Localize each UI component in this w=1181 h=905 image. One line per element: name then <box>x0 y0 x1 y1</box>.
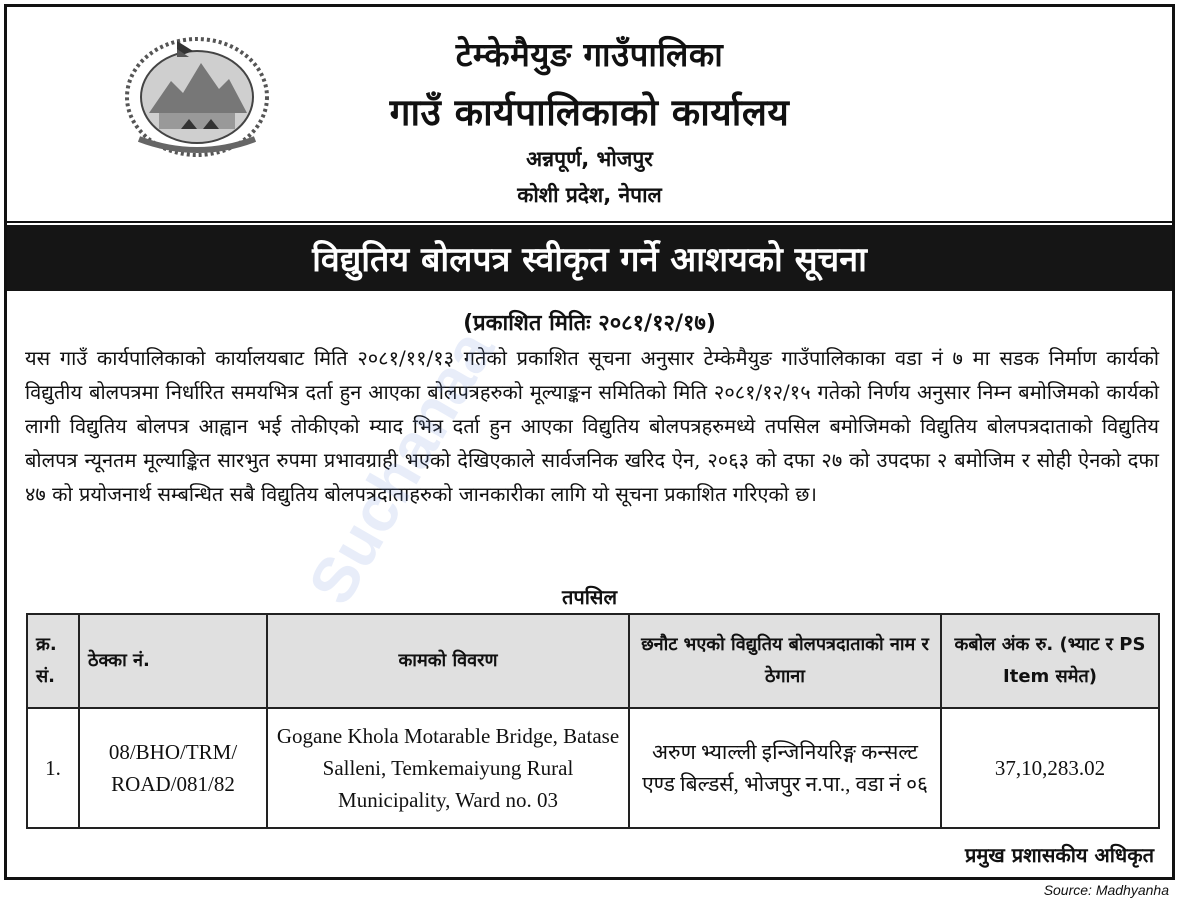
table-row <box>27 708 1159 828</box>
header-amount: कबोल अंक रु. (भ्याट र PS Item समेत) <box>941 614 1159 708</box>
notice-body: यस गाउँ कार्यपालिकाको कार्यालयबाट मिति २०८१/११/१३ गतेको प्रकाशित सूचना अनुसार टेम्केमैयुङ गाउँपालिकाका वडा नं ७ मा सडक निर्माण कार्यको विद्युतीय बोलपत्रमा निर्धारित समयभित्र दर्ता हुन आएका बोलपत्रहरुको मूल्याङ्कन समितिको मिति २०८१/१२/१५ गतेको निर्णय अनुसार निम्न बमोजिमको कार्यको लागी विद्युतिय बोलपत्र आह्वान भई तोकीएको म्याद भित्र दर्ता हुन आएका विद्युतिय बोलपत्रहरुमध्ये तपसिल बमोजिमको विद्युतिय बोलपत्रदाताको विद्युतिय बोलपत्र न्यूनतम मूल्याङ्कित सारभुत रुपमा प्रभावग्राही भएको देखिएकाले सार्वजनिक खरिद ऐन, २०६३ को दफा २७ को उपदफा २ बमोजिम र सोही ऐनको दफा ४७ को प्रयोजनार्थ सम्बन्धित सबै विद्युतिय बोलपत्रदाताहरुको जानकारीका लागि यो सूचना प्रकाशित गरिएको छ। <box>25 346 1159 506</box>
table-header-row <box>27 614 1159 708</box>
cell-description: Gogane Khola Motarable Bridge, Batase Salleni, Temkemaiyung Rural Municipality, Ward no. 03 <box>267 708 629 828</box>
table-title: तपसिल <box>561 585 618 609</box>
cell-serial: 1. <box>27 708 79 828</box>
header-description: कामको विवरण <box>267 614 629 708</box>
municipality-name: टेम्केमैयुङ गाउँपालिका <box>455 35 724 74</box>
source-credit: Source: Madhyanha <box>1043 882 1169 898</box>
header-serial: क्र. सं. <box>27 614 79 708</box>
header-contract-no: ठेक्का नं. <box>79 614 267 708</box>
header-bidder: छनौट भएको विद्युतिय बोलपत्रदाताको नाम र ठेगाना <box>629 614 941 708</box>
published-date: (प्रकाशित मितिः २०८१/१२/१७) <box>463 311 716 336</box>
watermark: Suchanaa <box>294 318 508 616</box>
office-province: कोशी प्रदेश, नेपाल <box>517 183 662 207</box>
notice-frame <box>4 4 1175 880</box>
cell-bidder: अरुण भ्याल्ली इन्जिनियरिङ्ग कन्सल्ट एण्ड बिल्डर्स, भोजपुर न.पा., वडा नं ०६ <box>629 708 941 828</box>
signatory-title: प्रमुख प्रशासकीय अधिकृत <box>965 843 1154 867</box>
award-table <box>26 613 1160 829</box>
office-address: अन्नपूर्ण, भोजपुर <box>526 147 653 171</box>
cell-contract-no: 08/BHO/TRM/ ROAD/081/82 <box>79 708 267 828</box>
cell-amount: 37,10,283.02 <box>941 708 1159 828</box>
notice-title: विद्युतिय बोलपत्र स्वीकृत गर्ने आशयको सूचना <box>7 225 1172 291</box>
office-name: गाउँ कार्यपालिकाको कार्यालय <box>389 91 790 134</box>
notice-header <box>7 7 1172 223</box>
